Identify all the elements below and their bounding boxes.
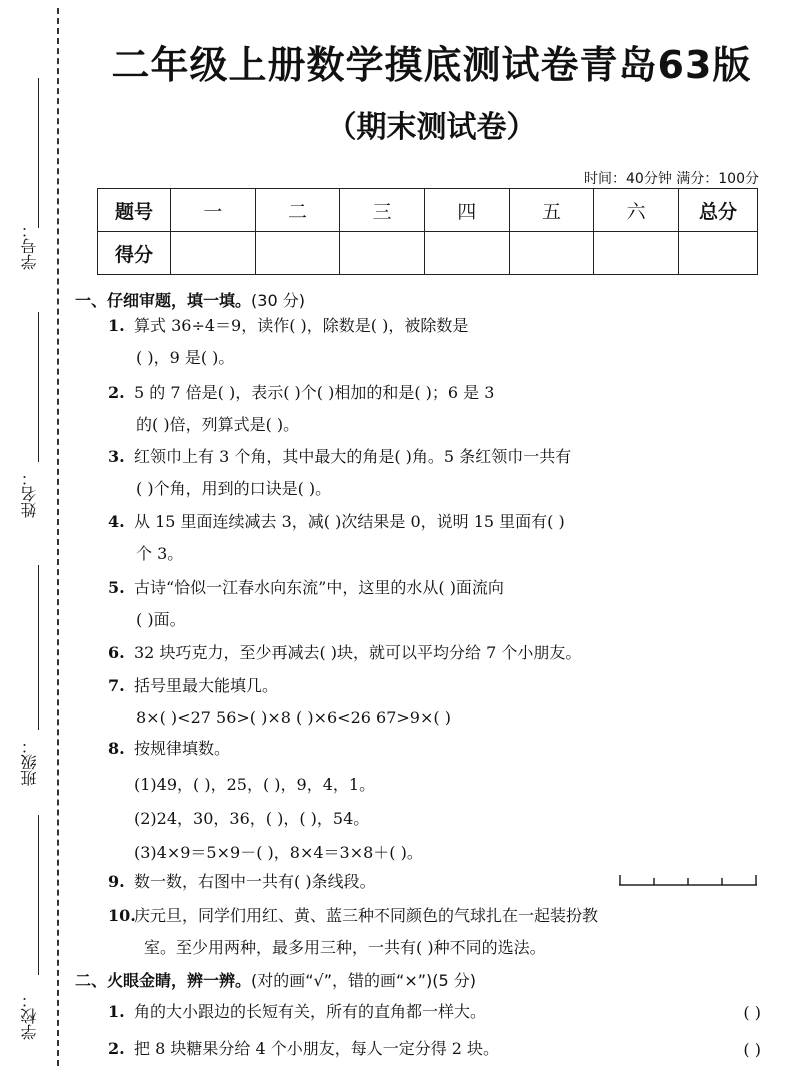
judge-q1-text: 角的大小跟边的长短有关，所有的直角都一样大。	[134, 1002, 487, 1021]
q10-line2: 室。至少用两种，最多用三种，一共有( )种不同的选法。	[144, 938, 546, 957]
header-cell-3: 三	[340, 189, 425, 232]
name-blank[interactable]	[38, 312, 39, 462]
q5-line1: 古诗“恰似一江春水向东流”中，这里的水从( )面流向	[134, 578, 504, 597]
page-title: 二年级上册数学摸底测试卷青岛63版	[111, 43, 752, 87]
section2-title: 二、火眼金睛，辨一辨。	[75, 971, 252, 990]
judge-q2-answer[interactable]: ( )	[743, 1040, 761, 1059]
q9-line1: 数一数，右图中一共有( )条线段。	[134, 872, 376, 891]
score-table-header-row	[98, 189, 758, 232]
q3-line2: ( )个角，用到的口诀是( )。	[136, 479, 332, 498]
name-label: 姓名：	[20, 470, 39, 518]
q5-number: 5.	[108, 578, 125, 597]
q8-sub3: (3)4×9＝5×9－( )，8×4＝3×8＋( )。	[134, 843, 423, 862]
q6-number: 6.	[108, 643, 125, 662]
time-score-info: 时间：40分钟 满分：100分	[584, 171, 759, 187]
header-cell-5: 五	[509, 189, 594, 232]
q7-line2: 8×( )<27 56>( )×8 ( )×6<26 67>9×( )	[136, 708, 451, 727]
section1-title: 一、仔细审题，填一填。	[75, 291, 252, 310]
school-blank[interactable]	[38, 815, 39, 975]
q2-line2: 的( )倍，列算式是( )。	[136, 415, 300, 434]
section2-points: (对的画“√”，错的画“×”)(5 分)	[251, 971, 477, 990]
score-cell-6[interactable]	[594, 232, 679, 275]
q8-line1: 按规律填数。	[134, 739, 231, 758]
q8-sub2: (2)24，30，36，( )，( )，54。	[134, 809, 370, 828]
judge-q2-number: 2.	[108, 1039, 125, 1058]
q10-line1: 庆元旦，同学们用红、黄、蓝三种不同颜色的气球扎在一起装扮教	[134, 906, 599, 925]
q7-number: 7.	[108, 676, 125, 695]
class-blank[interactable]	[38, 565, 39, 730]
score-cell-3[interactable]	[340, 232, 425, 275]
header-cell-1: 一	[171, 189, 256, 232]
binding-dashed-line	[57, 8, 59, 1066]
question-1-3	[108, 441, 763, 505]
q4-line1: 从 15 里面连续减去 3，减( )次结果是 0，说明 15 里面有( )	[134, 512, 565, 531]
score-cell-5[interactable]	[509, 232, 594, 275]
header-cell-total: 总分	[679, 189, 758, 232]
section2-heading	[75, 968, 476, 991]
q10-number: 10.	[108, 906, 136, 925]
student-id-label: 学号：	[20, 222, 39, 270]
question-1-5	[108, 572, 763, 636]
header-cell-question-no: 题号	[98, 189, 171, 232]
judge-question-1	[108, 996, 763, 1028]
score-cell-1[interactable]	[171, 232, 256, 275]
question-1-8	[108, 733, 763, 765]
q1-number: 1.	[108, 316, 125, 335]
judge-q1-number: 1.	[108, 1002, 125, 1021]
q7-line1: 括号里最大能填几。	[134, 676, 279, 695]
question-1-6	[108, 637, 763, 669]
q5-line2: ( )面。	[136, 610, 186, 629]
page-subtitle: （期末测试卷）	[326, 110, 537, 145]
q9-number: 9.	[108, 872, 125, 891]
question-1-1	[108, 310, 763, 374]
score-cell-2[interactable]	[255, 232, 340, 275]
q8-number: 8.	[108, 739, 125, 758]
q6-line1: 32 块巧克力，至少再减去( )块，就可以平均分给 7 个小朋友。	[134, 643, 582, 662]
q3-number: 3.	[108, 447, 125, 466]
class-label: 班级：	[20, 738, 39, 786]
q1-line2: ( )，9 是( )。	[136, 348, 235, 367]
judge-question-2	[108, 1033, 763, 1065]
section1-heading	[75, 288, 305, 311]
line-segment-figure	[619, 874, 757, 886]
score-table	[97, 188, 758, 275]
header-cell-6: 六	[594, 189, 679, 232]
q4-line2: 个 3。	[136, 544, 184, 563]
question-1-10	[108, 900, 763, 964]
judge-q2-text: 把 8 块糖果分给 4 个小朋友，每人一定分得 2 块。	[134, 1039, 500, 1058]
question-1-2	[108, 377, 763, 441]
q8-sub1: (1)49，( )，25，( )，9，4，1。	[134, 775, 376, 794]
header-cell-4: 四	[424, 189, 509, 232]
q2-number: 2.	[108, 383, 125, 402]
judge-q1-answer[interactable]: ( )	[743, 1003, 761, 1022]
score-table-score-row	[98, 232, 758, 275]
question-1-7	[108, 670, 763, 734]
student-id-blank[interactable]	[38, 78, 39, 228]
q2-line1: 5 的 7 倍是( )，表示( )个( )相加的和是( )；6 是 3	[134, 383, 495, 402]
q1-line1: 算式 36÷4＝9，读作( )，除数是( )，被除数是	[134, 316, 469, 335]
q4-number: 4.	[108, 512, 125, 531]
school-label: 学校：	[20, 992, 39, 1040]
q3-line1: 红领巾上有 3 个角，其中最大的角是( )角。5 条红领巾一共有	[134, 447, 572, 466]
score-cell-total[interactable]	[679, 232, 758, 275]
section1-points: (30 分)	[251, 291, 305, 310]
header-cell-2: 二	[255, 189, 340, 232]
score-row-label: 得分	[98, 232, 171, 275]
question-1-4	[108, 506, 763, 570]
score-cell-4[interactable]	[424, 232, 509, 275]
